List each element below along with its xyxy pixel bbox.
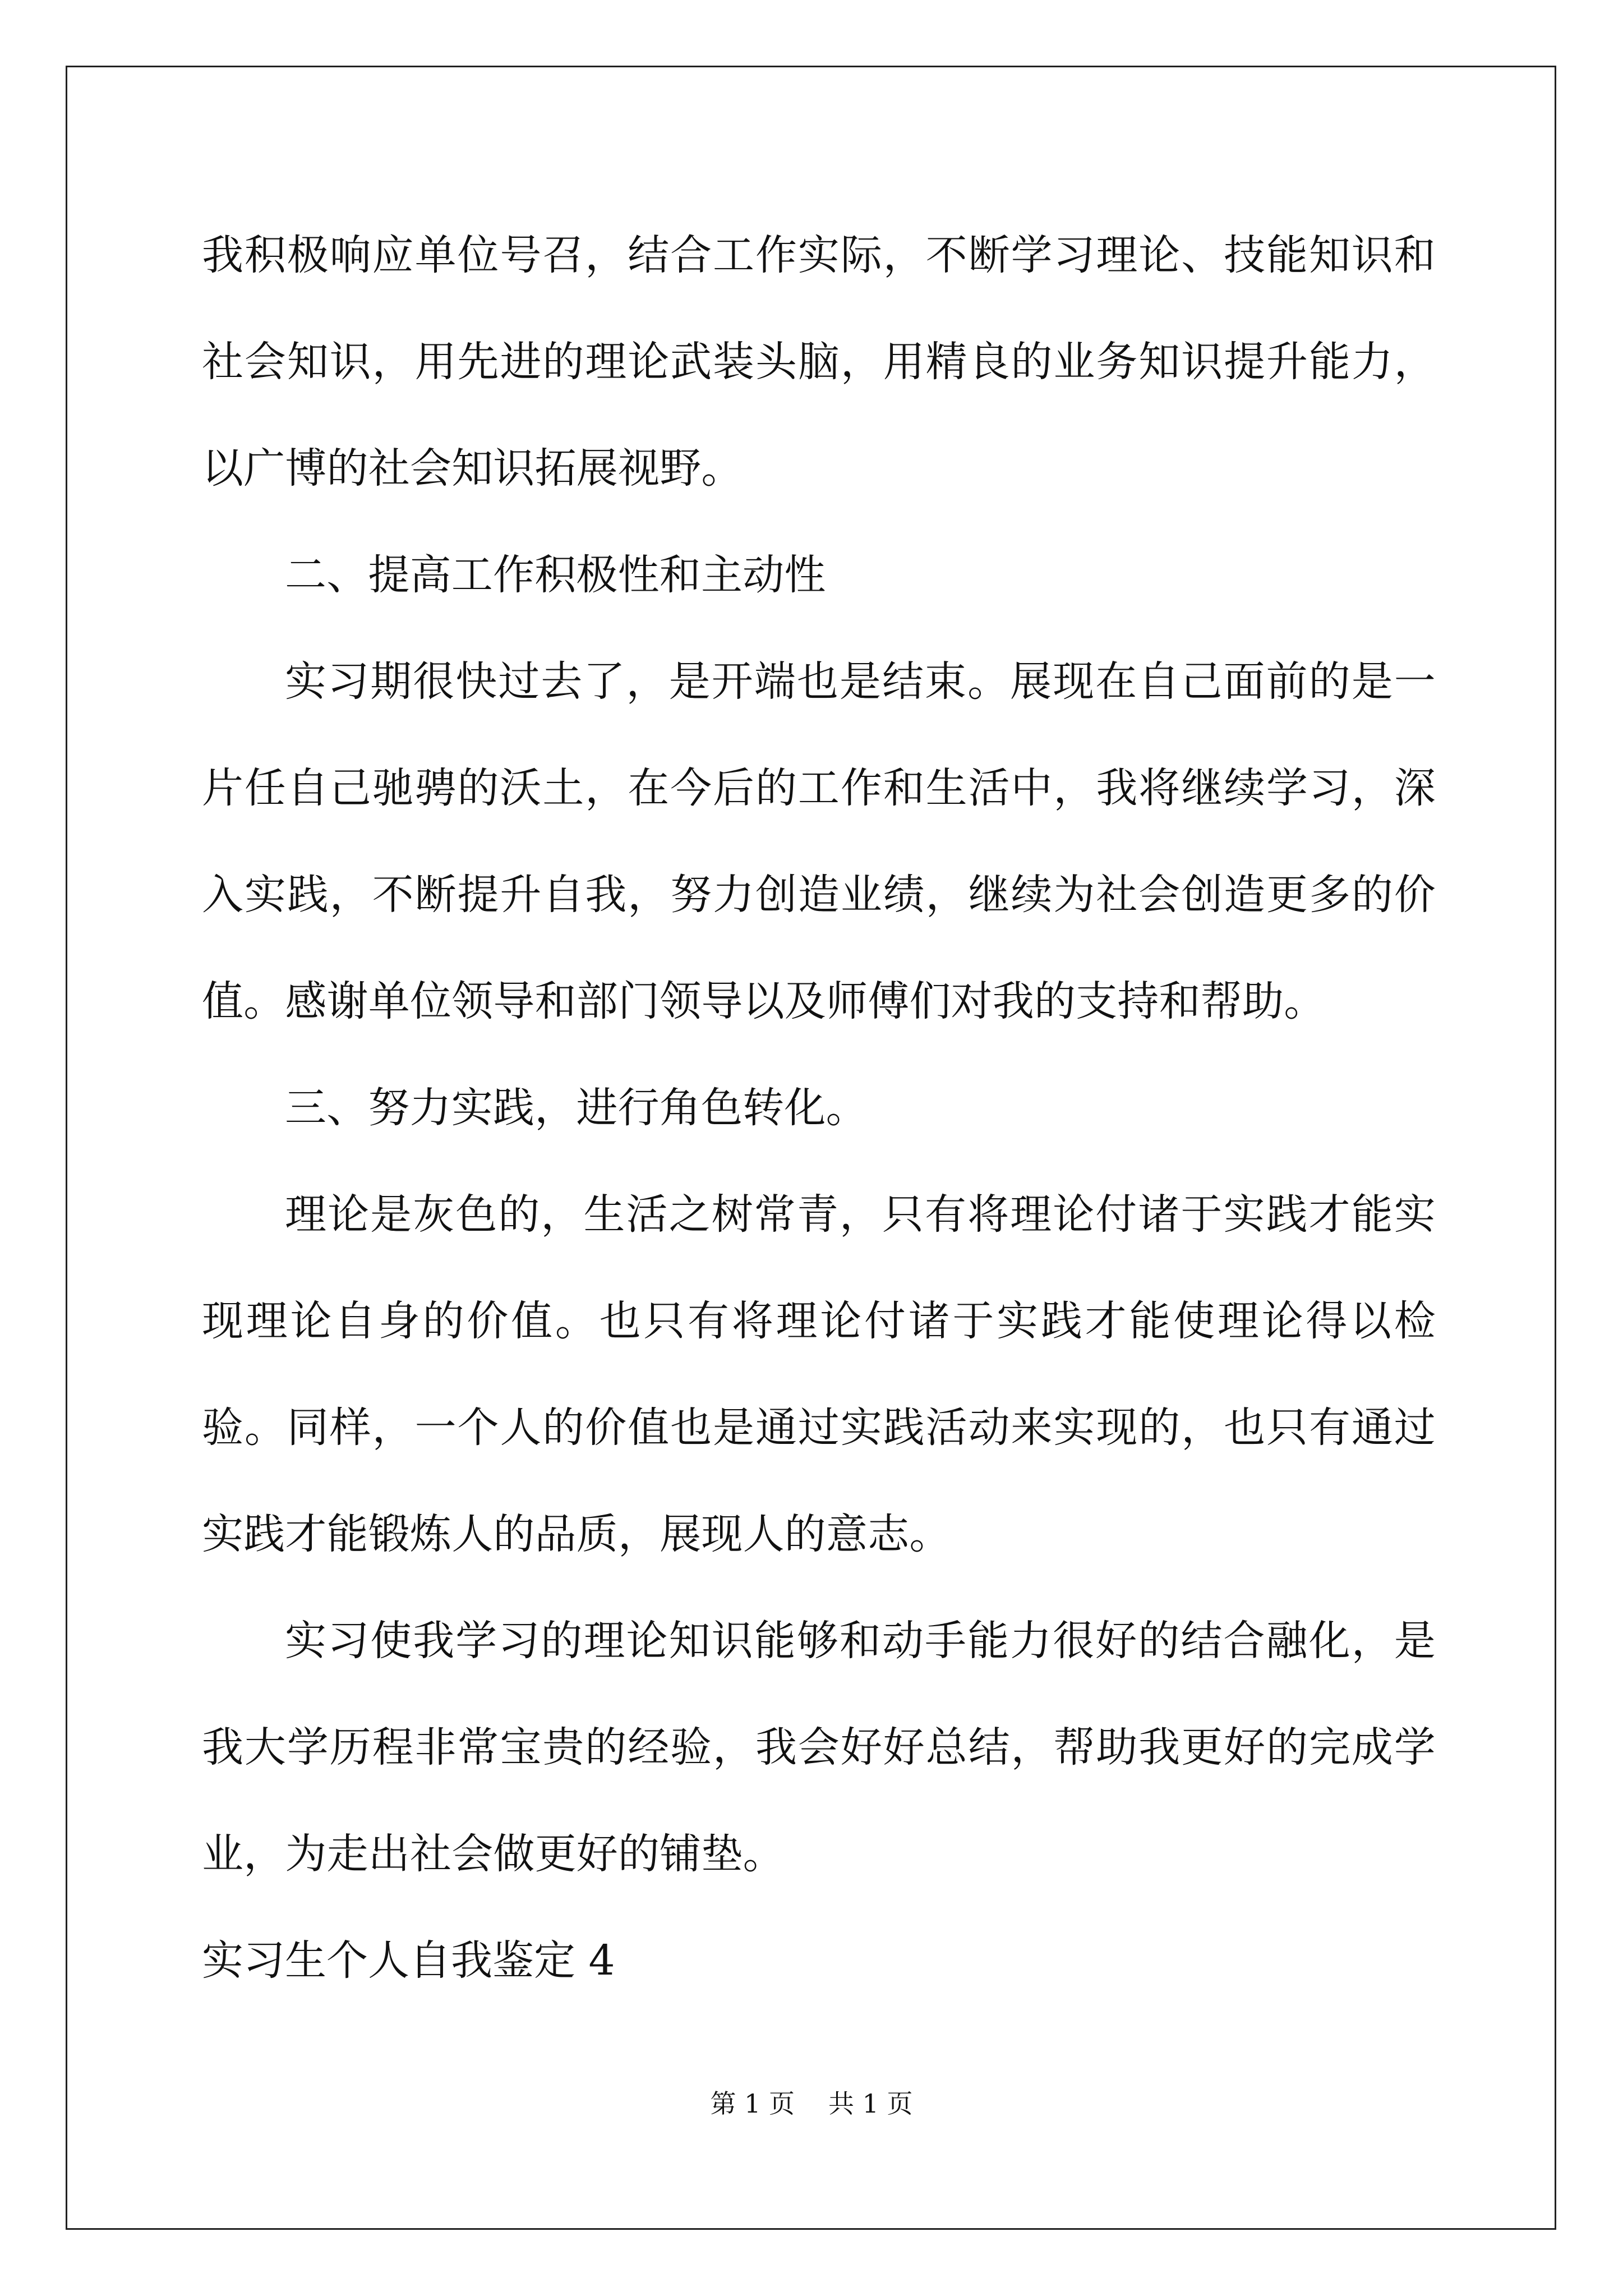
page-number: 第 1 页: [710, 2088, 795, 2119]
paragraph-3: 理论是灰色的，生活之树常青，只有将理论付诸于实践才能实现理论自身的价值。也只有将理论付诸于实践才能使理论得以检验。同样，一个人的价值也是通过实践活动来实现的，也只有通过实践才能锻炼人的品质，展现人的意志。: [202, 1190, 1436, 1558]
document-body: [202, 202, 1436, 2014]
section-heading-3: 三、努力实践，进行角色转化。: [285, 1084, 868, 1132]
paragraph-2: 实习期很快过去了，是开端也是结束。展现在自己面前的是一片任自己驰骋的沃土，在今后的工作和生活中，我将继续学习，深入实践，不断提升自我，努力创造业绩，继续为社会创造更多的价值。感谢单位领导和部门领导以及师傅们对我的支持和帮助。: [202, 657, 1436, 1025]
page-footer: [0, 2087, 1623, 2120]
paragraph-4: 实习使我学习的理论知识能够和动手能力很好的结合融化，是我大学历程非常宝贵的经验，我会好好总结，帮助我更好的完成学业，为走出社会做更好的铺垫。: [202, 1617, 1436, 1878]
page-total: 共 1 页: [828, 2088, 913, 2119]
paragraph-1: 我积极响应单位号召，结合工作实际，不断学习理论、技能知识和社会知识，用先进的理论武装头脑，用精良的业务知识提升能力，以广博的社会知识拓展视野。: [202, 231, 1436, 493]
section-title: 实习生个人自我鉴定 4: [202, 1936, 615, 1985]
section-heading-2: 二、提高工作积极性和主动性: [285, 551, 826, 599]
